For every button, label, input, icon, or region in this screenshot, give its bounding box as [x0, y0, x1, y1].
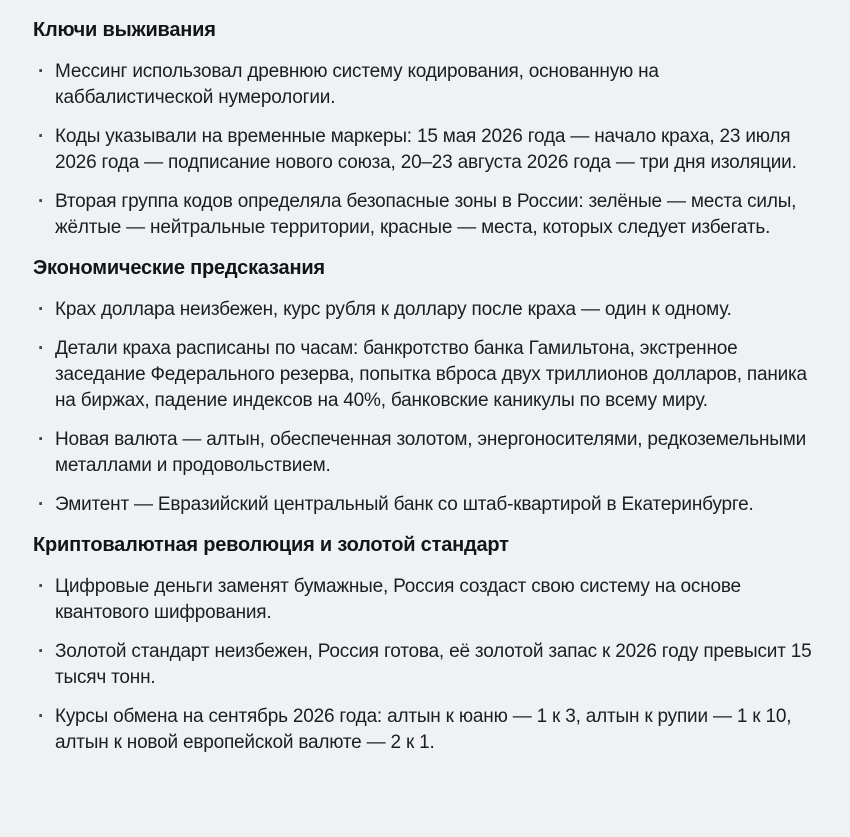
list-item-text: Вторая группа кодов определяла безопасные зоны в России: зелёные — места силы, жёлтые — нейтральные территории, красные — места, которых следует избегать. [55, 191, 797, 238]
list-item-text: Золотой стандарт неизбежен, Россия готова, её золотой запас к 2026 году превысит 15 тысяч тонн. [55, 641, 812, 688]
list-item [33, 492, 822, 518]
bullet-icon: · [38, 706, 45, 727]
list-item [33, 704, 822, 756]
bullet-icon: · [38, 338, 45, 359]
section-title: Криптовалютная революция и золотой стандарт [33, 534, 509, 556]
bullet-icon: · [38, 61, 45, 82]
document-section [33, 17, 822, 241]
bullet-icon: · [38, 126, 45, 147]
bullet-icon: · [38, 576, 45, 597]
list-item [33, 639, 822, 691]
list-item-text: Детали краха расписаны по часам: банкротство банка Гамильтона, экстренное заседание Федерального резерва, попытка вброса двух триллионов долларов, паника на биржах, падение индексов на 40%, банковские каникулы по всему миру. [55, 338, 807, 411]
list-item [33, 189, 822, 241]
section-list [33, 297, 822, 518]
list-item-text: Новая валюта — алтын, обеспеченная золотом, энергоносителями, редкоземельными металлами и продовольствием. [55, 429, 806, 476]
section-title: Экономические предсказания [33, 257, 325, 279]
section-list [33, 59, 822, 241]
list-item-text: Курсы обмена на сентябрь 2026 года: алтын к юаню — 1 к 3, алтын к рупии — 1 к 10, алтын к новой европейской валюте — 2 к 1. [55, 706, 792, 753]
list-item-text: Мессинг использовал древнюю систему кодирования, основанную на каббалистической нумерологии. [55, 61, 659, 108]
list-item-text: Цифровые деньги заменят бумажные, Россия создаст свою систему на основе квантового шифрования. [55, 576, 741, 623]
bullet-icon: · [38, 191, 45, 212]
list-item [33, 336, 822, 414]
document-section [33, 255, 822, 518]
list-item [33, 427, 822, 479]
list-item-text: Эмитент — Евразийский центральный банк со штаб-квартирой в Екатеринбурге. [55, 494, 754, 515]
list-item [33, 59, 822, 111]
section-title: Ключи выживания [33, 19, 216, 41]
section-list [33, 574, 822, 756]
bullet-icon: · [38, 429, 45, 450]
bullet-icon: · [38, 494, 45, 515]
bullet-icon: · [38, 299, 45, 320]
list-item [33, 574, 822, 626]
list-item [33, 124, 822, 176]
list-item-text: Коды указывали на временные маркеры: 15 мая 2026 года — начало краха, 23 июля 2026 года — подписание нового союза, 20–23 августа 2026 года — три дня изоляции. [55, 126, 797, 173]
document-section [33, 532, 822, 756]
bullet-icon: · [38, 641, 45, 662]
list-item [33, 297, 822, 323]
list-item-text: Крах доллара неизбежен, курс рубля к доллару после краха — один к одному. [55, 299, 732, 320]
